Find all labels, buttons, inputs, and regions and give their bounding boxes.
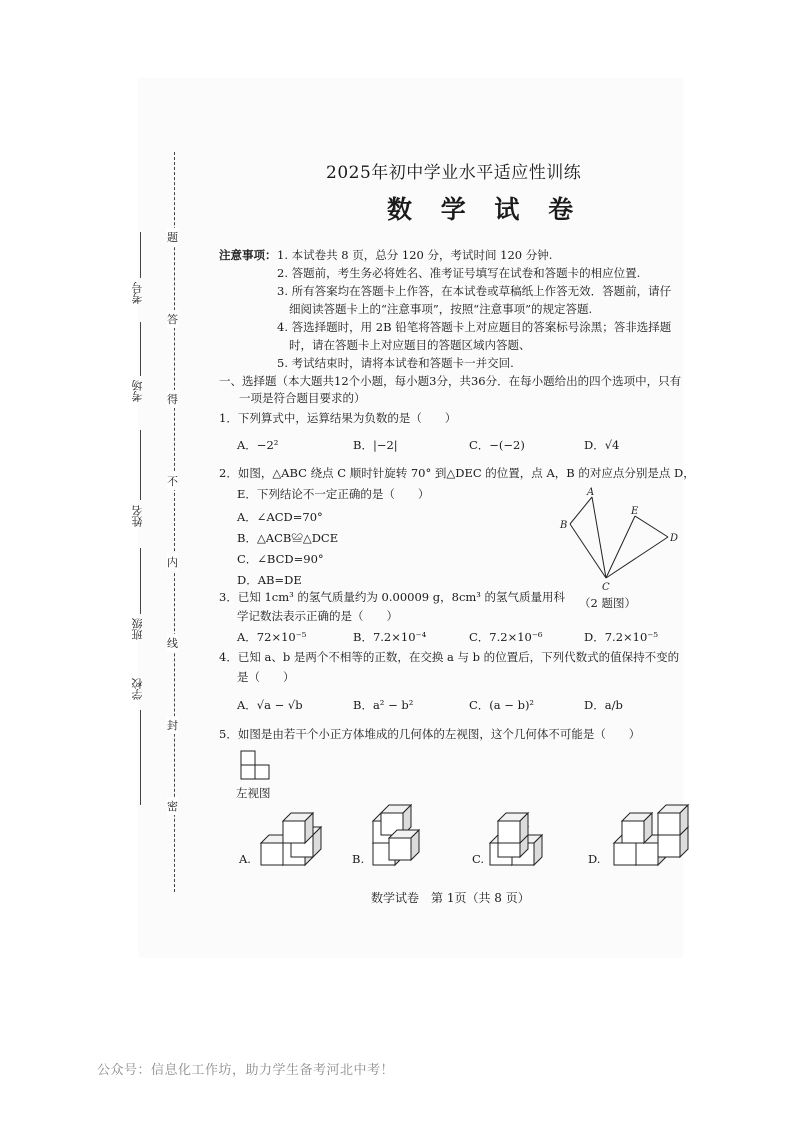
exam-number-label: 考号 [131,282,144,304]
q2-figure-caption: （2 题图） [579,596,636,610]
seal-char: 内 [167,553,178,571]
q3-option-c[interactable]: C．7.2×10⁻⁶ [469,630,543,644]
q5-option-c[interactable]: C. [472,852,485,866]
q3-stem-cont: 学记数法表示正确的是（ ） [237,609,398,623]
left-view-label: 左视图 [236,786,271,800]
q4-option-d[interactable]: D．a/b [584,698,623,712]
q1-option-c[interactable]: C．−(−2) [469,438,525,452]
q5-option-b[interactable]: B. [352,852,365,866]
q3-option-a[interactable]: A．72×10⁻⁵ [237,630,307,644]
notice-line: 1. 本试卷共 8 页，总分 120 分，考试时间 120 分钟. [277,248,553,262]
q3-option-b[interactable]: B．7.2×10⁻⁴ [353,630,427,644]
q5-option-a[interactable]: A. [239,852,251,866]
q3-stem: 3．已知 1cm³ 的氢气质量约为 0.00009 g，8cm³ 的氢气质量用科 [219,590,566,604]
seal-char: 得 [167,390,178,408]
point-label-b: B [560,520,568,531]
class-label: 班级 [131,618,144,640]
seal-char: 不 [167,472,178,490]
notice-line: 2. 答题前，考生务必将姓名、准考证号填写在试卷和答题卡的相应位置. [277,266,641,280]
q2-stem: 2．如图，△ABC 绕点 C 顺时针旋转 70° 到△DEC 的位置，点 A，B 的对应点分别是点 D， [219,466,695,480]
q2-option-c[interactable]: C．∠BCD=90° [237,552,324,566]
q2-option-b[interactable]: B．△ACB≌△DCE [237,531,339,545]
point-label-e: E [631,506,639,517]
seal-char: 密 [167,797,178,815]
q5-option-b-figure [373,803,419,865]
q5-option-d[interactable]: D. [588,852,601,866]
q5-stem: 5．如图是由若干个小正方体堆成的几何体的左视图，这个几何体不可能是（ ） [219,727,641,741]
q2-option-d[interactable]: D．AB=DE [237,573,302,587]
exam-room-label: 考场 [131,380,144,402]
q1-option-a[interactable]: A．−2² [237,438,279,452]
section-heading: 一、选择题（本大题共12个小题，每小题3分，共36分．在每小题给出的四个选项中，只有 [219,374,682,388]
q4-option-c[interactable]: C．(a − b)² [469,698,535,712]
watermark-text: 公众号：信息化工作坊，助力学生备考河北中考！ [97,1063,395,1078]
notice-label: 注意事项： [219,248,277,262]
seal-char: 题 [167,228,178,246]
q5-option-d-figure [614,805,688,865]
q5-option-c-figure [490,805,542,865]
point-label-d: D [670,533,679,544]
q2-option-a[interactable]: A．∠ACD=70° [237,510,323,524]
q5-option-a-figure [261,813,321,865]
q4-option-b[interactable]: B．a² − b² [353,698,414,712]
q3-option-d[interactable]: D．7.2×10⁻⁵ [584,630,658,644]
name-label: 姓名 [131,505,144,527]
notice-line: 4. 答选择题时，用 2B 铅笔将答题卡上对应题目的答案标号涂黑；答非选择题 [277,320,672,334]
q4-stem: 4．已知 a、b 是两个不相等的正数，在交换 a 与 b 的位置后，下列代数式的值保持不变的 [219,650,680,664]
notice-line: 5. 考试结束时，请将本试卷和答题卡一并交回. [277,356,514,370]
point-label-a: A [587,487,595,498]
q1-option-d[interactable]: D．√4 [584,438,620,452]
point-label-c: C [602,582,610,593]
notice-line: 细阅读答题卡上的“注意事项”，按照“注意事项”的规定答题. [289,302,593,316]
section-heading-cont: 一项是符合题目要求的） [239,391,366,405]
q4-option-a[interactable]: A．√a − √b [237,698,303,712]
seal-char: 封 [167,716,178,734]
q2-stem-cont: E．下列结论不一定正确的是（ ） [237,487,430,501]
exam-title: 2025年初中学业水平适应性训练 [326,163,582,183]
q1-option-b[interactable]: B．|−2| [353,438,398,452]
q1-stem: 1．下列算式中，运算结果为负数的是（ ） [219,411,457,425]
page-footer: 数学试卷 第 1页（共 8 页） [371,891,530,905]
q4-stem-cont: 是（ ） [237,670,295,684]
exam-subject-title: 数 学 试 卷 [387,195,584,224]
seal-char: 线 [167,634,178,652]
notice-line: 3. 所有答案均在答题卡上作答，在本试卷或草稿纸上作答无效．答题前，请仔 [277,284,672,298]
notice-line: 时，请在答题卡上对应题目的答题区域内答题、 [289,338,531,352]
school-label: 学校 [131,678,144,700]
seal-char: 答 [167,310,178,328]
